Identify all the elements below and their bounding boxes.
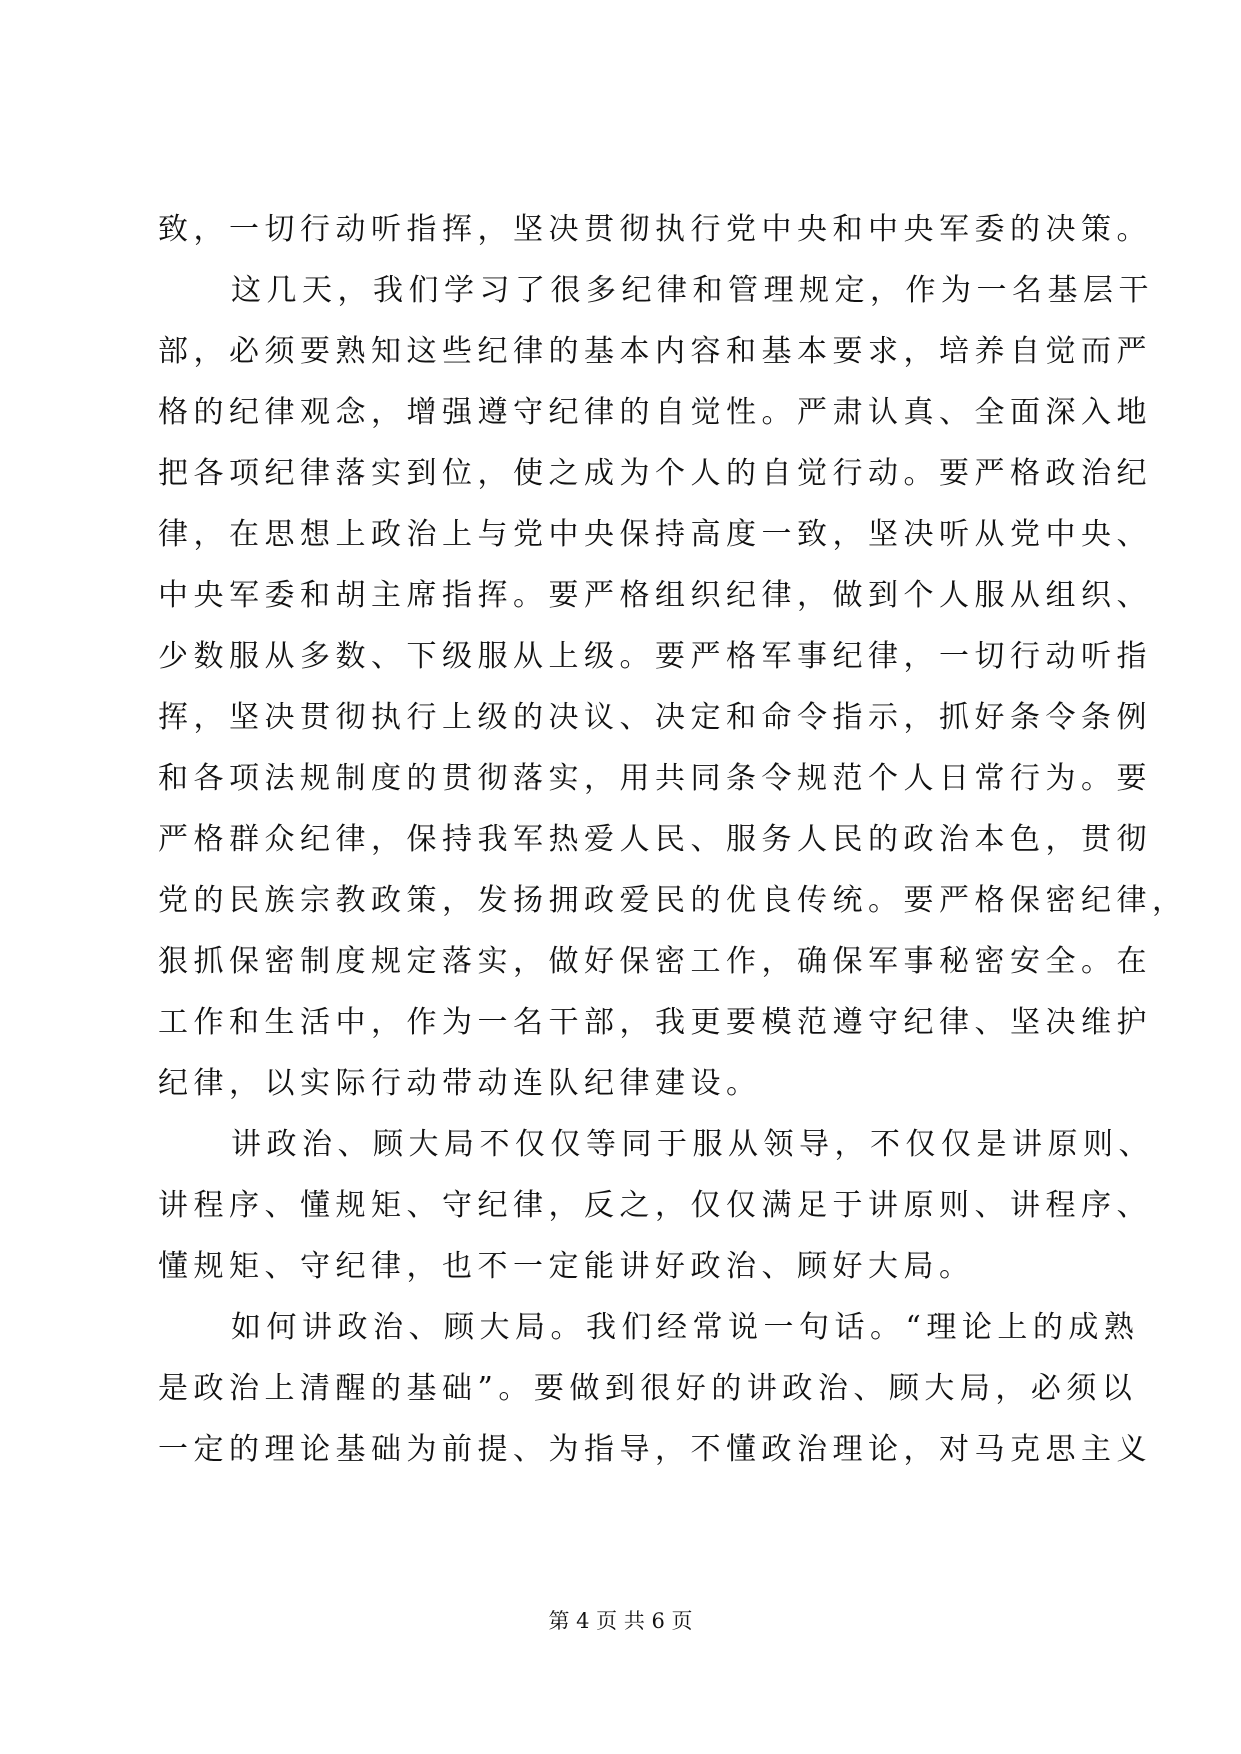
text-line: 严格群众纪律，保持我军热爱人民、服务人民的政治本色，贯彻 — [158, 822, 1152, 857]
text-line: 工作和生活中，作为一名干部，我更要模范遵守纪律、坚决维护 — [158, 1005, 1152, 1040]
document-body — [158, 199, 1188, 1480]
text-line: 这几天，我们学习了很多纪律和管理规定，作为一名基层干 — [231, 273, 1154, 308]
text-line: 致，一切行动听指挥，坚决贯彻执行党中央和中央军委的决策。 — [158, 212, 1152, 247]
text-line: 和各项法规制度的贯彻落实，用共同条令规范个人日常行为。要 — [158, 761, 1152, 796]
text-line: 如何讲政治、顾大局。我们经常说一句话。“理论上的成熟 — [231, 1310, 1140, 1345]
text-line: 中央军委和胡主席指挥。要严格组织纪律，做到个人服从组织、 — [158, 578, 1152, 613]
text-line: 一定的理论基础为前提、为指导，不懂政治理论，对马克思主义 — [158, 1432, 1152, 1467]
page-footer: 第 4 页 共 6 页 — [548, 1609, 693, 1633]
text-line: 纪律，以实际行动带动连队纪律建设。 — [158, 1066, 762, 1101]
text-line: 讲程序、懂规矩、守纪律，反之，仅仅满足于讲原则、讲程序、 — [158, 1188, 1152, 1223]
text-line: 讲政治、顾大局不仅仅等同于服从领导，不仅仅是讲原则、 — [231, 1127, 1154, 1162]
text-line: 懂规矩、守纪律，也不一定能讲好政治、顾好大局。 — [158, 1249, 975, 1284]
text-line: 是政治上清醒的基础”。要做到很好的讲政治、顾大局，必须以 — [158, 1371, 1138, 1406]
text-line: 挥，坚决贯彻执行上级的决议、决定和命令指示，抓好条令条例 — [158, 700, 1152, 735]
text-line: 律，在思想上政治上与党中央保持高度一致，坚决听从党中央、 — [158, 517, 1152, 552]
text-line: 党的民族宗教政策，发扬拥政爱民的优良传统。要严格保密纪律， — [158, 883, 1188, 918]
text-line: 把各项纪律落实到位，使之成为个人的自觉行动。要严格政治纪 — [158, 456, 1152, 491]
text-line: 格的纪律观念，增强遵守纪律的自觉性。严肃认真、全面深入地 — [158, 395, 1152, 430]
text-line: 部，必须要熟知这些纪律的基本内容和基本要求，培养自觉而严 — [158, 334, 1152, 369]
text-line: 少数服从多数、下级服从上级。要严格军事纪律，一切行动听指 — [158, 639, 1152, 674]
text-line: 狠抓保密制度规定落实，做好保密工作，确保军事秘密安全。在 — [158, 944, 1152, 979]
